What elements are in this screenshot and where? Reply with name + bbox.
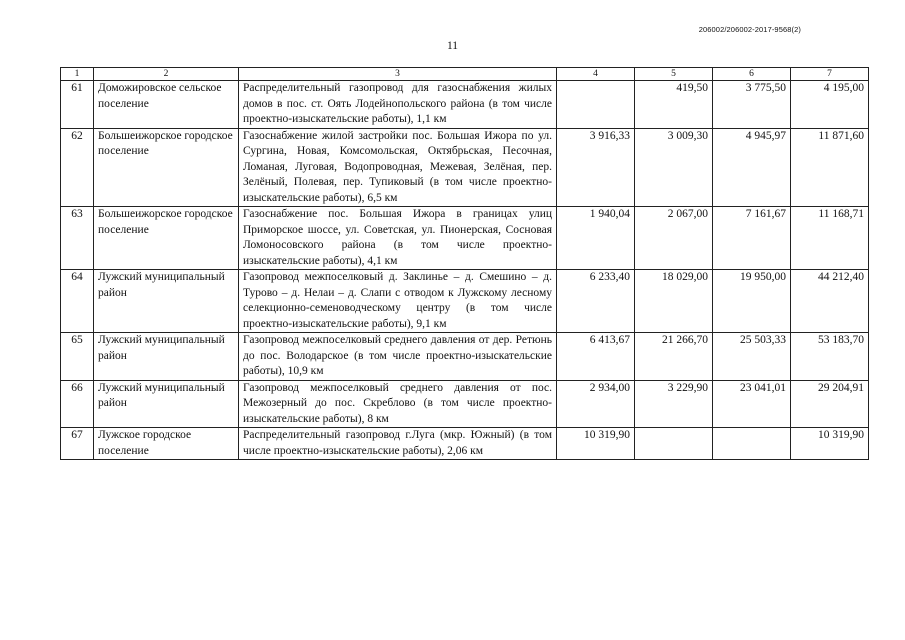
settlement-name: Лужский муниципальный район <box>94 333 239 381</box>
value-col-5: 18 029,00 <box>635 270 713 333</box>
value-col-4: 6 413,67 <box>557 333 635 381</box>
column-number-cell: 1 <box>61 68 94 81</box>
document-id: 206002/206002-2017-9568(2) <box>698 25 801 34</box>
value-col-4: 2 934,00 <box>557 380 635 428</box>
object-description: Газопровод межпоселковый среднего давления от пос. Межозерный до пос. Скреблово (в том числе проектно-изыскательские работы), 8 км <box>239 380 557 428</box>
value-col-4: 10 319,90 <box>557 428 635 460</box>
value-col-5: 21 266,70 <box>635 333 713 381</box>
row-number: 64 <box>61 270 94 333</box>
row-number: 67 <box>61 428 94 460</box>
table-row <box>61 81 869 129</box>
value-col-6: 25 503,33 <box>713 333 791 381</box>
value-col-5: 3 229,90 <box>635 380 713 428</box>
settlement-name: Большеижорское городское поселение <box>94 128 239 207</box>
settlement-name: Лужское городское поселение <box>94 428 239 460</box>
object-description: Газопровод межпоселковый среднего давления от дер. Ретюнь до пос. Володарское (в том числе проектно-изыскательские работы), 10,9 км <box>239 333 557 381</box>
value-total: 10 319,90 <box>791 428 869 460</box>
value-col-6: 4 945,97 <box>713 128 791 207</box>
value-total: 11 168,71 <box>791 207 869 270</box>
column-number-cell: 3 <box>239 68 557 81</box>
value-col-6 <box>713 428 791 460</box>
settlement-name: Большеижорское городское поселение <box>94 207 239 270</box>
value-total: 4 195,00 <box>791 81 869 129</box>
page-number: 11 <box>446 40 459 52</box>
value-col-4: 1 940,04 <box>557 207 635 270</box>
settlement-name: Лужский муниципальный район <box>94 380 239 428</box>
value-total: 53 183,70 <box>791 333 869 381</box>
value-col-4 <box>557 81 635 129</box>
row-number: 65 <box>61 333 94 381</box>
object-description: Газоснабжение пос. Большая Ижора в границах улиц Приморское шоссе, ул. Советская, ул. Пионерская, Сосновая Ломоносовского района (в том числе проектно-изыскательские работы), 4,1 км <box>239 207 557 270</box>
column-number-cell: 2 <box>94 68 239 81</box>
column-number-cell: 5 <box>635 68 713 81</box>
table-row <box>61 128 869 207</box>
column-number-cell: 7 <box>791 68 869 81</box>
value-col-6: 3 775,50 <box>713 81 791 129</box>
value-col-5: 419,50 <box>635 81 713 129</box>
settlement-name: Доможировское сельское поселение <box>94 81 239 129</box>
column-number-cell: 6 <box>713 68 791 81</box>
settlement-name: Лужский муниципальный район <box>94 270 239 333</box>
object-description: Газопровод межпоселковый д. Заклинье – д. Смешино – д. Турово – д. Нелаи – д. Слапи с отводом к Лужскому лесному селекционно-семеноводческому центру (в том числе проектно-изыскательские работы), 9,1 км <box>239 270 557 333</box>
table-row <box>61 380 869 428</box>
object-description: Распределительный газопровод г.Луга (мкр. Южный) (в том числе проектно-изыскательские работы), 2,06 км <box>239 428 557 460</box>
table-row <box>61 270 869 333</box>
row-number: 66 <box>61 380 94 428</box>
value-col-6: 19 950,00 <box>713 270 791 333</box>
value-total: 11 871,60 <box>791 128 869 207</box>
table-row <box>61 428 869 460</box>
value-total: 29 204,91 <box>791 380 869 428</box>
row-number: 63 <box>61 207 94 270</box>
row-number: 62 <box>61 128 94 207</box>
value-col-6: 7 161,67 <box>713 207 791 270</box>
value-col-5: 2 067,00 <box>635 207 713 270</box>
table-row <box>61 207 869 270</box>
value-col-4: 3 916,33 <box>557 128 635 207</box>
row-number: 61 <box>61 81 94 129</box>
column-number-row <box>61 68 869 81</box>
gas-pipeline-table <box>60 67 869 460</box>
object-description: Газоснабжение жилой застройки пос. Большая Ижора по ул. Сургина, Новая, Комсомольская, Октябрьская, Песочная, Ломаная, Луговая, Водопроводная, Межевая, Зелёная, пер. Зелёный, Полевая, пер. Тупиковый (в том числе проектно-изыскательские работы), 6,5 км <box>239 128 557 207</box>
object-description: Распределительный газопровод для газоснабжения жилых домов в пос. ст. Оять Лодейнопольского района (в том числе проектно-изыскательские работы), 1,1 км <box>239 81 557 129</box>
table-row <box>61 333 869 381</box>
column-number-cell: 4 <box>557 68 635 81</box>
value-col-6: 23 041,01 <box>713 380 791 428</box>
value-col-5: 3 009,30 <box>635 128 713 207</box>
value-col-4: 6 233,40 <box>557 270 635 333</box>
value-total: 44 212,40 <box>791 270 869 333</box>
value-col-5 <box>635 428 713 460</box>
